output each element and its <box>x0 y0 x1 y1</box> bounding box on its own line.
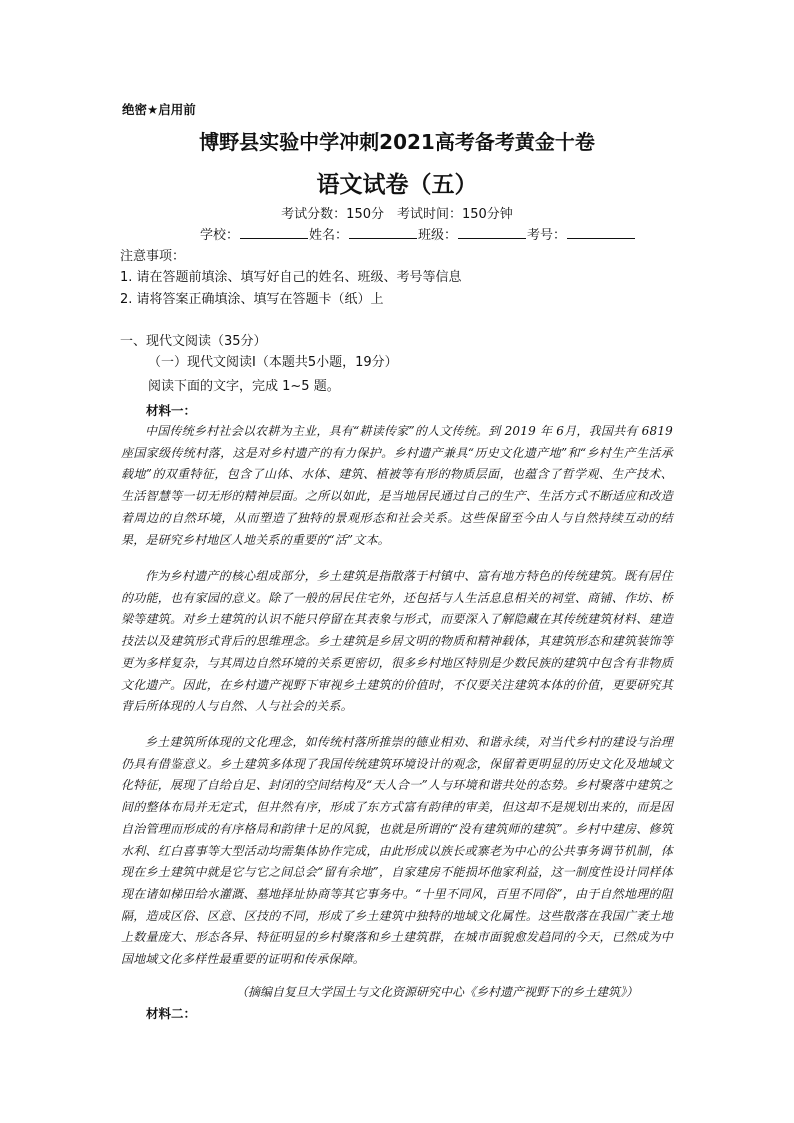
material-label: 材料二： <box>146 1006 197 1021</box>
name-label: 姓名： <box>309 228 349 243</box>
material-paragraph: 中国传统乡村社会以农耕为主业，具有“耕读传家”的人文传统。到 2019 年 6月，我国共有 6819 座国家级传统村落，这是对乡村遗产的有力保护。乡村遗产兼具“历史文化遗产地”和“乡村生产生活承载地”的双重特征，包含了山体、水体、建筑、植被等有形的物质层面，也蕴含了哲学观、生产技术、生活智慧等一切无形的精神层面。之所以如此，是当地居民通过自己的生产、生活方式不断适应和改造着周边的自然环境，从而塑造了独特的景观形态和社会关系。这些保留至今由人与自然持续互动的结果，是研究乡村地区人地关系的重要的“活”文本。 <box>121 424 673 547</box>
exam-title: 博野县实验中学冲刺2021高考备考黄金十卷 <box>199 130 595 154</box>
student-info-fields <box>200 224 636 243</box>
number-label: 考号： <box>527 228 567 243</box>
class-label: 班级： <box>418 228 458 243</box>
material-source: （摘编自复旦大学国土与文化资源研究中心《乡村遗产视野下的乡土建筑》） <box>235 985 638 999</box>
material-label: 材料一： <box>146 403 197 418</box>
number-blank[interactable] <box>567 226 635 239</box>
notice-item: 1. 请在答题前填涂、填写好自己的姓名、班级、考号等信息 <box>120 270 462 285</box>
notice-item: 2. 请将答案正确填涂、填写在答题卡（纸）上 <box>120 292 384 307</box>
section-title: 一、现代文阅读（35分） <box>120 334 267 349</box>
material-paragraph: 乡土建筑所体现的文化理念，如传统村落所推崇的德业相劝、和谐永续，对当代乡村的建设与治理仍具有借鉴意义。乡土建筑多体现了我国传统建筑环境设计的观念，保留着更明显的历史文化及地域文化特征，展现了自给自足、封闭的空间结构及“天人合一”人与环境和谐共处的态势。乡村聚落中建筑之间的整体布局并无定式，但井然有序，形成了东方式富有韵律的审美，但这却不是规划出来的，而是因自治管理而形成的有序格局和韵律十足的风貌，也就是所谓的“没有建筑师的建筑”。乡村中建房、修筑水利、红白喜事等大型活动均需集体协作完成，由此形成以族长或寨老为中心的公共事务调节机制，体现在乡土建筑中就是它与它之间总会“留有余地”，自家建房不能损坏他家利益，这一制度性设计同样体现在诸如梯田给水灌溉、墓地择址协商等其它事务中。“十里不同风，百里不同俗”，由于自然地理的阻隔，造成区俗、区意、区技的不同，形成了乡土建筑中独特的地域文化属性。这些散落在我国广袤土地上数量庞大、形态各异、特征明显的乡村聚落和乡土建筑群，在城市面貌愈发趋同的今天，已然成为中国地域文化多样性最重要的证明和传承保障。 <box>121 735 673 967</box>
exam-meta: 考试分数：150分 考试时间：150分钟 <box>281 207 513 222</box>
confidential-mark: 绝密★启用前 <box>122 102 196 117</box>
reading-instruction: 阅读下面的文字，完成 1~5 题。 <box>148 379 340 394</box>
class-blank[interactable] <box>458 226 526 239</box>
exam-subtitle: 语文试卷（五） <box>316 172 478 198</box>
notice-heading: 注意事项： <box>120 249 186 264</box>
name-blank[interactable] <box>349 226 417 239</box>
section-subtitle: （一）现代文阅读Ⅰ（本题共5小题，19分） <box>148 355 398 370</box>
school-label: 学校： <box>200 228 240 243</box>
material-paragraph: 作为乡村遗产的核心组成部分，乡土建筑是指散落于村镇中、富有地方特色的传统建筑。既有居住的功能，也有家园的意义。除了一般的居民住宅外，还包括与人生活息息相关的祠堂、商铺、作坊、桥梁等建筑。对乡土建筑的认识不能只停留在其表象与形式，而要深入了解隐藏在其传统建筑材料、建造技法以及建筑形式背后的思维理念。乡土建筑是乡居文明的物质和精神载体，其建筑形态和建筑装饰等更为多样复杂，与其周边自然环境的关系更密切，很多乡村地区特别是少数民族的建筑中包含有非物质文化遗产。因此，在乡村遗产视野下审视乡土建筑的价值时，不仅要关注建筑本体的价值，更要研究其背后所体现的人与自然、人与社会的关系。 <box>121 569 673 714</box>
school-blank[interactable] <box>240 226 308 239</box>
